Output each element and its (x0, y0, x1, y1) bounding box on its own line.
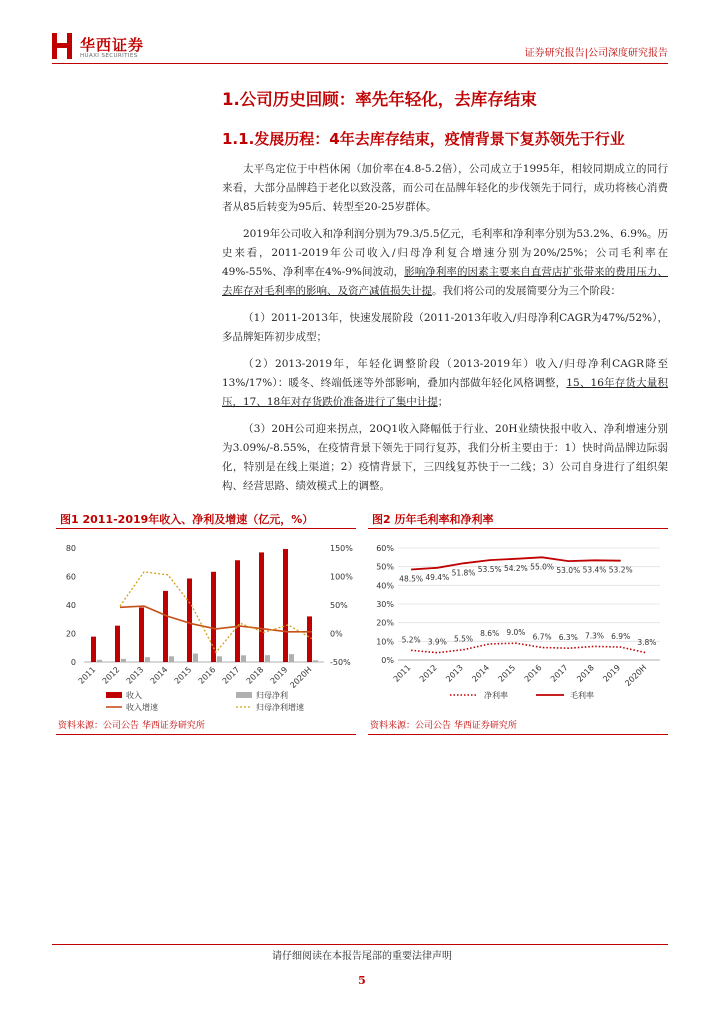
section-title: 1.公司历史回顾：率先年轻化，去库存结束 (222, 90, 537, 109)
paragraph-1: 太平鸟定位于中档休闲（加价率在4.8-5.2倍），公司成立于1995年，相较同期成立的同行来看，大部分品牌趋于老化以致没落，而公司在品牌年轻化的步伐领先于同行，成功将核心消费者从85后转变为95后、转型至20-25岁群体。 (222, 163, 668, 213)
x-axis-tick-label: 2012 (417, 663, 439, 684)
figure-1-top-rule (56, 528, 356, 529)
net-profit-bar (121, 659, 126, 662)
paragraph-2-a: 2019年公司收入和净利润分别为79.3/5.5亿元，毛利率和净利率分别为53.2%、6.9%。历史来看，2011-2019年公司收入/归母净利复合增速分别为20%/25%；公司毛利率在49%-55%、净利率在4%-9%间波动， (222, 228, 668, 278)
x-axis-tick-label: 2020H (288, 665, 314, 691)
figure-2-top-rule (368, 528, 668, 529)
net-profit-bar (289, 654, 294, 662)
figure-2-title: 图2 历年毛利率和净利率 (372, 513, 494, 526)
y-axis-tick-label: 50% (376, 562, 394, 572)
paragraph-3: （1）2011-2013年，快速发展阶段（2011-2013年收入/归母净利CAGR为47%/52%），多品牌矩阵初步成型； (222, 312, 668, 343)
legend-revenue-label: 收入 (126, 691, 142, 700)
figure-1-chart (56, 530, 360, 716)
figure-1-source: 资料来源：公司公告 华西证券研究所 (58, 721, 205, 731)
x-axis-tick-label: 2011 (76, 665, 98, 686)
figure-2-bottom-rule (368, 734, 668, 735)
net-margin-data-label: 3.8% (637, 637, 657, 647)
paragraph-4-underlined: 15、16年存货大量积压，17、18年对存货跌价准备进行了集中计提 (222, 377, 668, 408)
right-axis-tick-label: 150% (330, 544, 353, 553)
legend-gross-margin-label: 毛利率 (570, 691, 594, 700)
figure-1-title: 图1 2011-2019年收入、净利及增速（亿元，%） (60, 513, 314, 526)
paragraph-2-underlined: 影响净利率的因素主要来自直营店扩张带来的费用压力、去库存对毛利率的影响、及资产减值损失计提 (222, 266, 668, 297)
y-axis-tick-label: 60% (376, 544, 394, 553)
logo-english-name: HUAXI SECURITIES (80, 53, 138, 59)
x-axis-tick-label: 2013 (444, 663, 465, 684)
x-axis-tick-label: 2013 (124, 665, 146, 686)
right-axis-tick-label: -50% (330, 658, 351, 667)
x-axis-tick-label: 2016 (196, 665, 218, 686)
net-profit-bar (193, 654, 198, 662)
revenue-bar (259, 552, 264, 662)
gross-margin-data-label: 53.0% (556, 566, 581, 576)
footer-divider (52, 944, 668, 945)
gross-margin-data-label: 49.4% (425, 572, 450, 582)
legend-revenue-growth-label: 收入增速 (126, 703, 158, 712)
x-axis-tick-label: 2017 (548, 663, 570, 684)
gross-margin-data-label: 53.5% (477, 565, 502, 575)
gross-margin-data-label: 53.4% (582, 565, 607, 575)
gross-margin-data-label: 54.2% (503, 563, 528, 573)
revenue-bar (187, 578, 192, 662)
net-profit-bar (145, 657, 150, 662)
net-profit-bar (265, 655, 270, 662)
net-margin-data-label: 9.0% (506, 628, 526, 638)
left-axis-tick-label: 60 (65, 572, 76, 582)
gross-margin-data-label: 48.5% (399, 574, 424, 584)
paragraph-2 (222, 225, 668, 301)
y-axis-tick-label: 30% (376, 600, 394, 609)
legend-net-profit-growth-label: 归母净利增速 (256, 703, 304, 712)
revenue-bar (91, 637, 96, 662)
huaxi-logo-icon (52, 33, 72, 59)
subsection-title: 1.1.发展历程：4年去库存结束，疫情背景下复苏领先于行业 (222, 130, 625, 148)
y-axis-tick-label: 20% (376, 618, 394, 628)
x-axis-tick-label: 2019 (601, 663, 623, 684)
net-margin-data-label: 5.2% (401, 635, 421, 645)
x-axis-tick-label: 2012 (100, 665, 122, 686)
logo-chinese-name: 华西证券 (80, 36, 145, 54)
x-axis-tick-label: 2016 (522, 663, 544, 684)
gross-margin-data-label: 53.2% (608, 565, 633, 575)
net-margin-data-label: 3.9% (427, 637, 447, 647)
legend-net-margin-label: 净利率 (484, 691, 508, 700)
net-profit-bar (97, 660, 102, 662)
x-axis-tick-label: 2018 (244, 665, 266, 686)
x-axis-tick-label: 2015 (496, 663, 518, 684)
x-axis-tick-label: 2015 (172, 665, 194, 686)
revenue-bar (115, 626, 120, 662)
gross-margin-data-label: 55.0% (530, 562, 555, 572)
left-axis-tick-label: 20 (65, 629, 76, 639)
x-axis-tick-label: 2011 (391, 663, 413, 684)
figure-2-chart (368, 530, 672, 716)
x-axis-tick-label: 2017 (220, 665, 242, 686)
y-axis-tick-label: 40% (376, 581, 394, 591)
paragraph-5: （3）20H公司迎来拐点，20Q1收入降幅低于行业、20H业绩快报中收入、净利增速分别为3.09%/-8.55%，在疫情背景下领先于同行复苏，我们分析主要由于：1）快时尚品牌边际弱化，特别是在线上渠道；2）疫情背景下，三四线复苏快于一二线；3）公司自身进行了组织架构、经营思路、绩效模式上的调整。 (222, 423, 668, 492)
page-number: 5 (358, 974, 366, 987)
legend-revenue-swatch (106, 692, 122, 698)
x-axis-tick-label: 2019 (268, 665, 290, 686)
figure-2-source: 资料来源：公司公告 华西证券研究所 (370, 721, 517, 731)
body-text (222, 160, 668, 504)
revenue-bar (307, 616, 312, 662)
x-axis-tick-label: 2014 (470, 663, 492, 684)
revenue-bar (235, 560, 240, 662)
net-profit-bar (313, 660, 318, 662)
paragraph-2-b: 。我们将公司的发展简要分为三个阶段： (432, 285, 621, 297)
paragraph-4 (222, 355, 668, 412)
net-profit-bar (241, 655, 246, 662)
report-type: 证券研究报告|公司深度研究报告 (524, 48, 668, 59)
net-margin-data-label: 7.3% (584, 631, 605, 641)
net-margin-data-label: 5.5% (453, 634, 474, 644)
revenue-bar (163, 591, 168, 662)
net-margin-data-label: 6.3% (558, 633, 578, 643)
net-profit-bar (217, 656, 222, 662)
net-margin-data-label: 6.9% (611, 632, 631, 642)
left-axis-tick-label: 0 (70, 658, 76, 667)
revenue-bar (139, 607, 144, 662)
revenue-bar (283, 549, 288, 662)
right-axis-tick-label: 100% (330, 572, 353, 582)
right-axis-tick-label: 0% (330, 629, 343, 639)
legal-disclaimer: 请仔细阅读在本报告尾部的重要法律声明 (272, 951, 452, 962)
net-profit-bar (169, 656, 174, 662)
y-axis-tick-label: 0% (381, 656, 394, 665)
header-divider (52, 63, 668, 64)
paragraph-4-a: （2）2013-2019年，年轻化调整阶段（2013-2019年）收入/归母净利CAGR降至13%/17%）：暖冬、终端低迷等外部影响，叠加内部做年轻化风格调整， (222, 358, 668, 389)
y-axis-tick-label: 10% (376, 637, 394, 647)
x-axis-tick-label: 2018 (575, 663, 596, 684)
right-axis-tick-label: 50% (330, 601, 348, 610)
x-axis-tick-label: 2014 (148, 665, 170, 686)
paragraph-4-b: ； (437, 396, 449, 408)
figure-1-bottom-rule (56, 734, 356, 735)
legend-net-profit-label: 归母净利 (256, 691, 288, 700)
net-margin-data-label: 8.6% (480, 628, 500, 638)
legend-net-profit-swatch (236, 692, 252, 698)
gross-margin-data-label: 51.8% (451, 568, 476, 578)
net-margin-data-label: 6.7% (532, 632, 552, 642)
left-axis-tick-label: 40 (65, 601, 76, 610)
left-axis-tick-label: 80 (65, 544, 76, 553)
x-axis-tick-label: 2020H (623, 663, 649, 689)
